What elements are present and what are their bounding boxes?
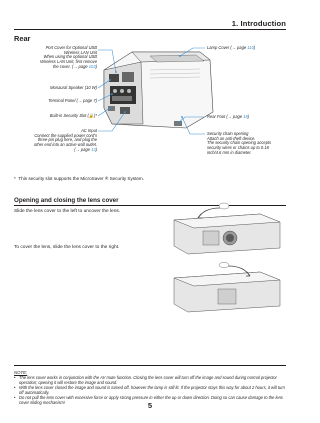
callout-ac-input-line: other end into an active wall outlet.	[33, 142, 97, 148]
callout-security-chain	[207, 132, 291, 156]
callout-terminal-panel: Terminal Panel (→ page 7)	[48, 98, 97, 103]
lens-cover-close-text: To cover the lens, slide the lens cover to the right.	[14, 245, 120, 250]
callout-lamp-cover-text: Lamp Cover (→ page	[207, 45, 248, 50]
paren-close: )	[95, 63, 97, 69]
callout-security-chain-line: Security chain opening	[207, 131, 249, 136]
section-title: Rear	[14, 34, 31, 43]
footnote-mark: *	[14, 176, 16, 181]
callout-security-chain-line: inch/4.6 mm in diameter.	[207, 149, 252, 155]
page-link-18[interactable]: 18	[243, 114, 248, 119]
callout-security-chain-line: Attach an anti-theft device.	[207, 135, 256, 141]
callout-ac-input-line: AC Input	[81, 128, 97, 133]
note-item: • Do not pull the lens cover with excessive force or apply strong pressure in either the up or down direction. Doing so can cause damage to the lens cover sliding mechanism!	[14, 396, 286, 406]
callout-ac-input-line: three-pin plug here, and plug the	[37, 137, 97, 143]
callout-security-slot	[14, 114, 97, 119]
lens-cover-heading: Opening and closing the lens cover	[14, 197, 119, 204]
note-item: • With the lens cover closed the image and sound is turned off, however the lamp is still lit. If the projector stays this way for about 2 hours, it will turn off automatically.	[14, 386, 286, 396]
callout-security-chain-line: security wires or chains up to 0.18	[207, 145, 269, 151]
callout-rear-foot-text: Rear Foot (→ page	[207, 114, 244, 119]
callout-speaker: Monaural Speaker (10 W)	[50, 85, 97, 90]
note-item: • The lens cover works in conjunction with the AV mute function. Closing the lens cover will turn off the image and sound during normal projector operation; opening it will restore the image and sound.	[14, 376, 286, 386]
callout-port-cover-line: Wireless LAN Unit, first remove	[40, 59, 97, 65]
callout-port-cover-line: When using the optional USB	[43, 54, 97, 60]
note-title: NOTE:	[14, 370, 28, 375]
callout-ac-input-line: (→ page	[74, 146, 92, 152]
paren-close: )	[253, 45, 256, 50]
callout-lamp-cover	[207, 46, 287, 51]
callout-rear-foot	[207, 115, 287, 120]
callout-port-cover-line: Wireless LAN Unit	[63, 49, 97, 55]
callout-port-cover	[14, 46, 97, 70]
lock-icon: 🔒	[88, 113, 95, 118]
lens-cover-open-text: Slide the lens cover to the left to uncover the lens.	[14, 209, 121, 214]
page-link-13[interactable]: 13	[91, 146, 96, 152]
lens-cover-close-illustration	[168, 262, 286, 316]
page-number: 5	[147, 401, 153, 410]
footnote-text: This security slot supports the MicroSaver ® Security System.	[18, 176, 145, 181]
paren-close: )	[95, 146, 97, 152]
paren-close: )	[247, 114, 250, 119]
callout-ac-input-line: Connect the supplied power cord's	[34, 132, 97, 138]
callout-port-cover-line: the cover. (→ page	[52, 63, 89, 69]
callout-port-cover-line: Port Cover for Optional USB	[45, 45, 97, 50]
lens-cover-open-illustration	[168, 200, 286, 256]
callout-ac-input	[14, 129, 97, 153]
security-footnote	[14, 176, 144, 181]
callout-security-slot-text: Built-in Security Slot (	[49, 113, 89, 118]
page-link-103[interactable]: 103	[88, 63, 96, 69]
page-link-110[interactable]: 110	[247, 45, 254, 50]
callout-security-chain-line: The security chain opening accepts	[207, 140, 272, 146]
note-divider	[14, 365, 286, 366]
footnote-mark: )*	[94, 113, 97, 118]
chapter-title: 1. Introduction	[231, 19, 286, 28]
